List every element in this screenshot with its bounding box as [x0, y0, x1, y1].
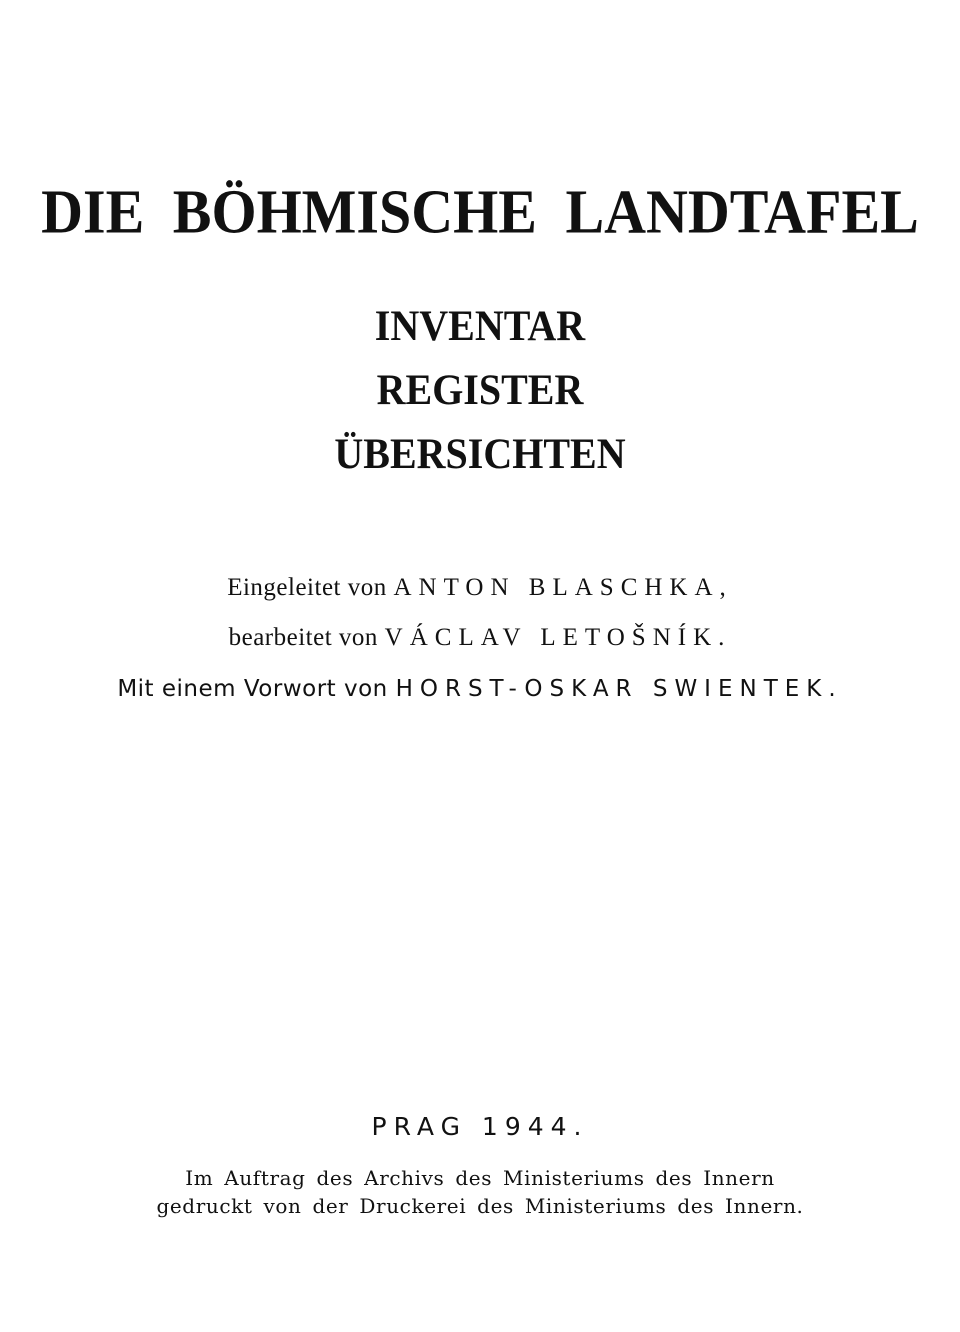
place-year: PRAG 1944.: [371, 1112, 589, 1141]
imprint-line-2: gedruckt von der Druckerei des Ministeriums des Innern.: [156, 1194, 804, 1218]
credit-editor-name: VÁCLAV LETOŠNÍK.: [384, 624, 732, 651]
subtitle-uebersichten: ÜBERSICHTEN: [334, 429, 626, 478]
imprint-line-1: Im Auftrag des Archivs des Ministeriums des Innern: [185, 1166, 775, 1190]
credit-introduction-name: ANTON BLASCHKA,: [393, 574, 733, 601]
credit-introduction: [0, 574, 960, 602]
credit-introduction-prefix: Eingeleitet von: [227, 574, 387, 601]
credit-editor-prefix: bearbeitet von: [228, 624, 378, 651]
subtitle-register: REGISTER: [376, 365, 584, 414]
credit-editor: [0, 624, 960, 652]
subtitle-inventar: INVENTAR: [374, 301, 586, 350]
book-title: DIE BÖHMISCHE LANDTAFEL: [41, 176, 919, 247]
credit-foreword-prefix: Mit einem Vorwort von: [117, 676, 388, 702]
credit-foreword: [0, 676, 960, 702]
credit-foreword-name: HORST-OSKAR SWIENTEK.: [395, 676, 843, 702]
